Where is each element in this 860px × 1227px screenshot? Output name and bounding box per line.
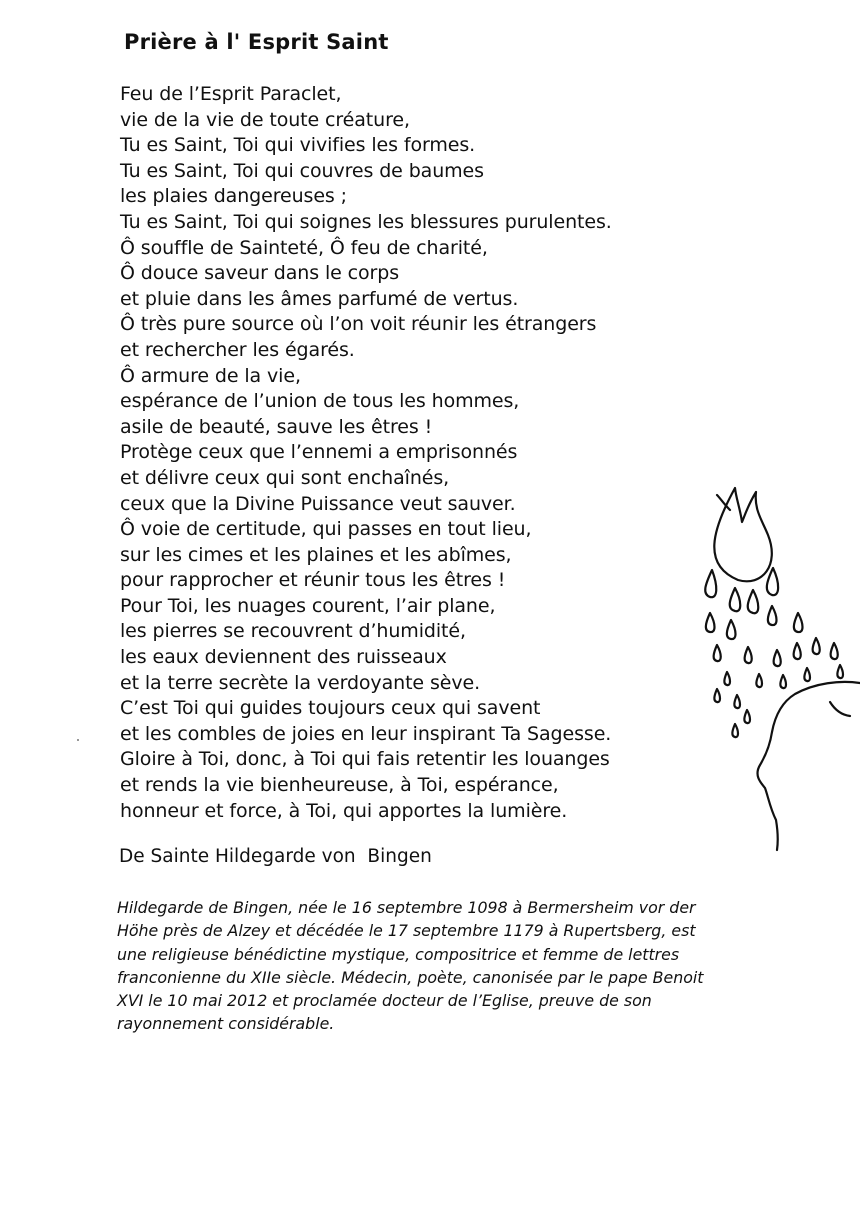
- poem-line: et pluie dans les âmes parfumé de vertus.: [120, 287, 519, 310]
- poem-line: espérance de l’union de tous les hommes,: [120, 390, 520, 413]
- raindrop-icon: [756, 674, 762, 687]
- scan-speck: [77, 739, 79, 741]
- poem-line: et rechercher les égarés.: [120, 338, 355, 361]
- biography-note: [117, 896, 817, 1036]
- poem-line: Ô très pure source où l’on voit réunir les étrangers: [120, 313, 597, 336]
- poem-line: et les combles de joies en leur inspirant Ta Sagesse.: [120, 722, 612, 745]
- bio-line: rayonnement considérable.: [117, 1014, 335, 1034]
- poem-line: Protège ceux que l’ennemi a emprisonnés: [120, 441, 518, 464]
- raindrop-icon: [745, 647, 752, 663]
- poem-line: Feu de l’Esprit Paraclet,: [120, 83, 342, 105]
- poem-line: sur les cimes et les plaines et les abîmes,: [120, 543, 512, 566]
- face-profile-icon: [757, 682, 860, 850]
- bio-line: Hildegarde de Bingen, née le 16 septembre 1098 à Bermersheim vor der: [117, 898, 696, 917]
- raindrop-icon: [724, 672, 730, 685]
- raindrop-icon: [794, 613, 803, 632]
- eye-icon: [830, 702, 850, 716]
- poem-line: honneur et force, à Toi, qui apportes la lumière.: [120, 799, 568, 822]
- poem-line: les plaies dangereuses ;: [120, 185, 347, 208]
- attribution: De Sainte Hildegarde von Bingen: [119, 846, 432, 867]
- poem-line: Tu es Saint, Toi qui vivifies les formes.: [120, 134, 476, 157]
- raindrop-icon: [794, 643, 801, 659]
- poem-line: Ô armure de la vie,: [120, 364, 301, 387]
- raindrop-icon: [837, 665, 843, 678]
- raindrop-icon: [748, 590, 759, 613]
- raindrop-icon: [705, 570, 716, 597]
- poem-line: C’est Toi qui guides toujours ceux qui savent: [120, 697, 541, 720]
- poem-line: Tu es Saint, Toi qui couvres de baumes: [120, 159, 484, 182]
- raindrop-icon: [774, 650, 781, 666]
- poem-line: vie de la vie de toute créature,: [120, 108, 410, 131]
- poem-line: pour rapprocher et réunir tous les êtres !: [120, 569, 506, 592]
- raindrop-icon: [744, 710, 750, 723]
- poem-line: et la terre secrète la verdoyante sève.: [120, 671, 481, 694]
- raindrop-icon: [727, 620, 736, 639]
- raindrop-icon: [831, 643, 838, 659]
- raindrop-icon: [734, 695, 740, 708]
- raindrop-icon: [706, 613, 715, 632]
- poem: [120, 82, 612, 824]
- raindrop-icon: [804, 668, 810, 681]
- raindrop-icon: [732, 724, 738, 737]
- poem-line: et délivre ceux qui sont enchaînés,: [120, 466, 450, 489]
- poem-line: les pierres se recouvrent d’humidité,: [120, 620, 466, 643]
- bio-line: franconienne du XIIe siècle. Médecin, poète, canonisée par le pape Benoit: [117, 967, 704, 987]
- poem-line: Ô douce saveur dans le corps: [120, 262, 399, 285]
- raindrop-icon: [714, 645, 721, 661]
- bio-line: Höhe près de Alzey et décédée le 17 septembre 1179 à Rupertsberg, est: [117, 921, 696, 941]
- poem-line: asile de beauté, sauve les êtres !: [120, 415, 433, 438]
- poem-line: Ô voie de certitude, qui passes en tout lieu,: [120, 518, 532, 541]
- raindrop-icon: [714, 689, 720, 702]
- raindrop-icon: [767, 568, 778, 595]
- poem-line: Tu es Saint, Toi qui soignes les blessures purulentes.: [120, 210, 612, 233]
- raindrop-icon: [768, 606, 777, 625]
- raindrop-icon: [813, 638, 820, 654]
- poem-line: ceux que la Divine Puissance veut sauver.: [120, 492, 516, 515]
- raindrop-icon: [730, 588, 741, 611]
- bio-line: XVI le 10 mai 2012 et proclamée docteur de l’Eglise, preuve de son: [117, 991, 652, 1011]
- raindrop-icon: [780, 675, 786, 688]
- poem-line: Gloire à Toi, donc, à Toi qui fais retentir les louanges: [120, 748, 610, 771]
- bio-line: une religieuse bénédictine mystique, compositrice et femme de lettres: [117, 944, 680, 964]
- flame-rain-face-drawing: [690, 470, 860, 860]
- poem-line: Pour Toi, les nuages courent, l’air plane,: [120, 594, 496, 617]
- page-title: Prière à l' Esprit Saint: [124, 30, 389, 54]
- poem-line: les eaux deviennent des ruisseaux: [120, 646, 447, 669]
- poem-line: et rends la vie bienheureuse, à Toi, espérance,: [120, 774, 559, 797]
- poem-line: Ô souffle de Sainteté, Ô feu de charité,: [120, 236, 488, 259]
